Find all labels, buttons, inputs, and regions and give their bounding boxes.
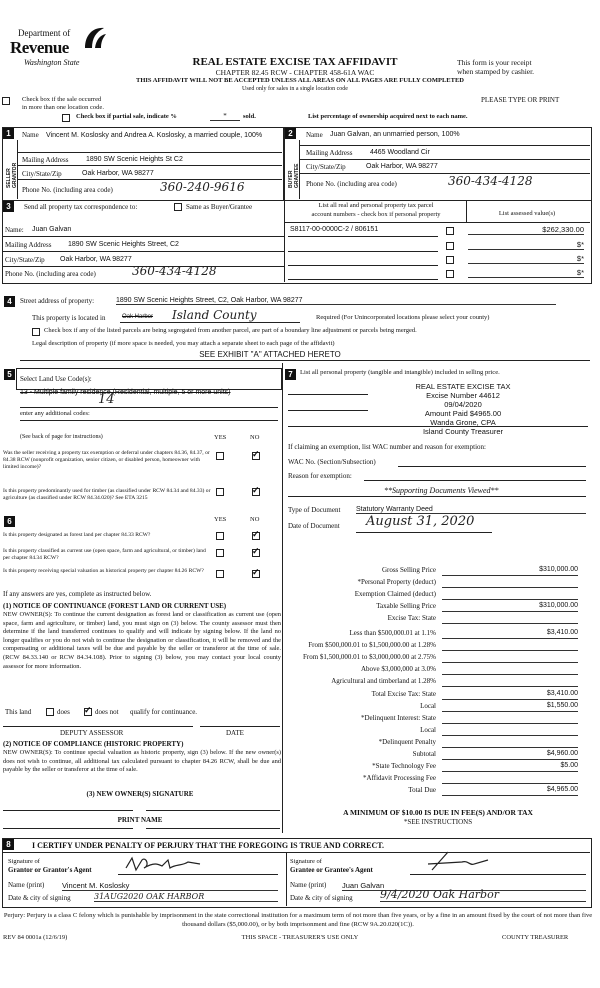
- land-does-label: does: [57, 708, 70, 716]
- fee-row: [284, 774, 584, 784]
- fee-row: [284, 702, 584, 712]
- fee-value[interactable]: $3,410.00: [442, 690, 578, 700]
- partial-sale-label: Check box if partial sale, indicate %: [76, 113, 177, 120]
- reason-label: Reason for exemption:: [288, 472, 352, 480]
- seller-side-label: SELLER GRANTOR: [6, 162, 18, 188]
- fee-label: *Delinquent Penalty: [378, 738, 436, 746]
- footer-treasurer-space: THIS SPACE - TREASURER'S USE ONLY: [241, 934, 359, 941]
- assessor-date-label: DATE: [226, 729, 244, 737]
- parcel-header-2: account numbers - check box if personal property: [311, 211, 441, 218]
- fee-label: *State Technology Fee: [372, 762, 436, 770]
- fee-label: *Affidavit Processing Fee: [363, 774, 436, 782]
- seller-city-value[interactable]: Oak Harbor, WA 98277: [82, 170, 154, 177]
- parcel-3-personal-checkbox[interactable]: [446, 256, 454, 264]
- seller-name-label: Name: [22, 131, 39, 139]
- parcel-1-personal-checkbox[interactable]: [446, 227, 454, 235]
- dor-logo: [10, 14, 110, 66]
- seller-city-label: City/State/Zip: [22, 170, 62, 178]
- land-use-label: Select Land Use Code(s):: [20, 375, 92, 383]
- legal-value[interactable]: SEE EXHIBIT "A" ATTACHED HERETO: [199, 350, 341, 359]
- section-6-q3: Is this property receiving special valuation as historical property per chapter 84.26 RCW?: [3, 568, 204, 574]
- fee-label: Local: [420, 702, 436, 710]
- partial-sale-value[interactable]: *: [210, 112, 240, 121]
- street-value[interactable]: 1890 SW Scenic Heights Street, C2, Oak Harbor, WA 98277: [116, 297, 556, 305]
- section-5-q1: Was the seller receiving a property tax exemption or deferral under chapters 84.36, 84.37, or 84.38 RCW (nonprofit organization, senior citizen, or disabled person, homeowner with limited income)?: [3, 450, 210, 470]
- section-6-q1-yes[interactable]: [216, 532, 224, 540]
- located-value[interactable]: Island County: [172, 308, 257, 322]
- assessed-header: List assessed value(s): [498, 210, 556, 217]
- fee-value[interactable]: $5.00: [442, 762, 578, 772]
- buyer-name-value[interactable]: Juan Galvan, an unmarried person, 100%: [330, 131, 460, 138]
- fee-value[interactable]: [442, 641, 578, 651]
- fee-value[interactable]: $3,410.00: [442, 629, 578, 639]
- fee-row: [284, 566, 584, 576]
- dept-line2: Revenue: [10, 38, 69, 57]
- fee-label: Total Due: [408, 786, 436, 794]
- buyer-mailing-value[interactable]: 4465 Woodland Cir: [370, 149, 430, 156]
- see-back-note: (See back of page for instructions): [20, 434, 103, 440]
- land-does-not-label: does not: [95, 708, 119, 716]
- fee-row: [284, 590, 584, 600]
- fee-label: From $500,000.01 to $1,500,000.00 at 1.28%: [308, 641, 436, 649]
- stamp-line-6: Island County Treasurer: [422, 427, 504, 436]
- fee-value[interactable]: [442, 714, 578, 724]
- fee-row: [284, 690, 584, 700]
- grantee-signature[interactable]: [418, 850, 498, 876]
- section-5-q1-no[interactable]: [252, 452, 260, 460]
- buyer-phone-label: Phone No. (including area code): [306, 180, 397, 188]
- seller-name-value[interactable]: Vincent M. Koslosky and Andrea A. Koslosky, a married couple, 100%: [46, 132, 263, 139]
- ownership-note: List percentage of ownership acquired next to each name.: [308, 113, 468, 120]
- stamp-line-5: Wanda Grone, CPA: [430, 418, 496, 427]
- grantee-date-value[interactable]: 9/4/2020 Oak Harbor: [380, 888, 586, 902]
- buyer-side-label: BUYER GRANTEE: [288, 163, 300, 188]
- fee-label: Taxable Selling Price: [376, 602, 436, 610]
- section-1-number: 1: [3, 128, 14, 139]
- multi-location-label-1: Check box if the sale occurred: [22, 96, 102, 103]
- buyer-phone-value[interactable]: 360-434-4128: [448, 174, 533, 188]
- stamp-line-3: 09/04/2020: [444, 400, 482, 409]
- fee-label: Local: [420, 726, 436, 734]
- fee-row: [284, 762, 584, 772]
- section-5-yes-header: YES: [214, 434, 227, 441]
- personal-property-label: List all personal property (tangible and intangible) included in selling price.: [300, 369, 500, 376]
- grantee-sig-label-1: Signature of: [290, 858, 322, 865]
- land-use-value[interactable]: 13 - Multiple family residence (Residential, multiple, 5 or more units): [20, 389, 231, 396]
- this-land-label: This land: [5, 708, 32, 716]
- fee-label: Agricultural and timberland at 1.28%: [331, 677, 436, 685]
- seller-mailing-value[interactable]: 1890 SW Scenic Heights St C2: [86, 156, 183, 163]
- corr-name-value[interactable]: Juan Galvan: [32, 226, 72, 233]
- assessed-1[interactable]: $262,330.00: [468, 225, 584, 235]
- fee-row: [284, 578, 584, 588]
- fee-label: *Personal Property (deduct): [357, 578, 436, 586]
- please-type: PLEASE TYPE OR PRINT: [481, 96, 560, 104]
- fee-value[interactable]: [442, 614, 578, 624]
- exemption-claim-label: If claiming an exemption, list WAC number and reason for exemption:: [288, 443, 486, 451]
- print-name-label: PRINT NAME: [117, 816, 163, 824]
- multi-location-label-2: in more than one location code.: [22, 104, 104, 111]
- corr-city-label: City/State/Zip: [5, 256, 45, 264]
- section-6-number: 6: [4, 516, 15, 527]
- wac-label: WAC No. (Section/Subsection): [288, 458, 376, 466]
- buyer-mailing-label: Mailing Address: [306, 149, 353, 157]
- fee-value[interactable]: $1,550.00: [442, 702, 578, 712]
- corr-name-label: Name:: [5, 226, 24, 234]
- fee-label: Subtotal: [412, 750, 436, 758]
- buyer-city-value[interactable]: Oak Harbor, WA 98277: [366, 163, 438, 170]
- fee-value[interactable]: $310,000.00: [442, 602, 578, 612]
- grantor-sig-label-1: Signature of: [8, 858, 40, 865]
- fee-label: Excise Tax: State: [387, 614, 436, 622]
- grantor-date-value[interactable]: 31AUG2020 OAK HARBOR: [94, 892, 278, 902]
- section-6-q3-no[interactable]: [252, 570, 260, 578]
- fee-value[interactable]: [442, 665, 578, 675]
- form-used-only: Used only for sales in a single location code: [242, 86, 348, 92]
- multi-location-checkbox[interactable]: [2, 97, 10, 105]
- grantee-date-label: Date & city of signing: [290, 894, 353, 902]
- grantor-sig-label-2: Grantor or Grantor's Agent: [8, 866, 92, 874]
- fee-row: [284, 738, 584, 748]
- if-yes-note: If any answers are yes, complete as instructed below.: [3, 590, 152, 598]
- footer-county-treasurer: COUNTY TREASURER: [502, 934, 569, 941]
- fee-value[interactable]: [442, 590, 578, 600]
- section-5-q2: Is this property predominantly used for timber (as classified under RCW 84.34 and 84.33) or agriculture (as classified under RCW 84.34.020)? See ETA 3215: [3, 488, 211, 501]
- section-5-number: 5: [4, 369, 15, 380]
- supporting-docs-note: **Supporting Documents Viewed**: [384, 486, 499, 495]
- required-note: Required (For Unincorporated locations please select your county): [316, 314, 490, 321]
- located-struck: Oak Harbor: [122, 314, 154, 320]
- grantor-signature[interactable]: [124, 854, 204, 876]
- stamp-line-1: REAL ESTATE EXCISE TAX: [415, 382, 511, 391]
- fee-label: *Delinquent Interest: State: [360, 714, 436, 722]
- new-owner-sig-label: (3) NEW OWNER(S) SIGNATURE: [86, 790, 194, 798]
- section-6-q3-yes[interactable]: [216, 570, 224, 578]
- corr-phone-label: Phone No. (including area code): [5, 270, 96, 278]
- segregated-note: Check box if any of the listed parcels are being segregated from another parcel, are part of a boundary line adjustment or parcels being merged.: [44, 327, 417, 334]
- assessed-4[interactable]: $*: [468, 268, 584, 278]
- qualify-label: qualify for continuance.: [130, 708, 198, 716]
- receipt-note-2: when stamped by cashier.: [457, 67, 535, 76]
- fee-label: Above $3,000,000 at 3.0%: [360, 665, 436, 673]
- grantee-name-label: Name (print): [290, 881, 327, 889]
- same-as-buyer-checkbox[interactable]: [174, 203, 182, 211]
- certify-text: I CERTIFY UNDER PENALTY OF PERJURY THAT THE FOREGOING IS TRUE AND CORRECT.: [32, 841, 385, 850]
- deputy-assessor-label: DEPUTY ASSESSOR: [60, 729, 124, 737]
- fee-label: Gross Selling Price: [381, 566, 436, 574]
- doc-type-label: Type of Document: [288, 506, 341, 514]
- fee-value[interactable]: [442, 677, 578, 687]
- same-as-buyer-label: Same as Buyer/Grantee: [186, 203, 253, 211]
- form-warning: THIS AFFIDAVIT WILL NOT BE ACCEPTED UNLESS ALL AREAS ON ALL PAGES ARE FULLY COMPLETED: [136, 77, 464, 84]
- parcel-1[interactable]: S8117-00-0000C-2 / 806151: [290, 226, 379, 233]
- stamp-line-2: Excise Number 44612: [426, 391, 500, 400]
- notice-1-body: NEW OWNER(S): To continue the current designation as forest land or classification as current use (open space, farm and agriculture, or timber) land, you must sign on (3) below. The county assessor must then determine if the land transferred continues to qualify and will indicate by signing below. If the land no longer qualifies or you do not wish to continue the designation or classification, it will be removed and the compensating or additional taxes will be due and payable by the seller or transferor at the time of sale. (RCW 84.33.140 or RCW 84.34.108). Prior to signing (3) below, you may contact your local county assessor for more information.: [3, 611, 281, 670]
- corr-mailing-value[interactable]: 1890 SW Scenic Heights Street, C2: [68, 241, 179, 248]
- section-4-number: 4: [4, 296, 15, 307]
- legal-note: Legal description of property (if more space is needed, you may attach a separate sheet to each page of the affidavit): [32, 340, 335, 347]
- receipt-note-1: This form is your receipt: [457, 58, 532, 67]
- section-5-q2-yes[interactable]: [216, 488, 224, 496]
- grantee-name-value[interactable]: Juan Galvan: [342, 881, 586, 891]
- notice-2-title: (2) NOTICE OF COMPLIANCE (HISTORIC PROPERTY): [3, 740, 184, 748]
- buyer-name-label: Name: [306, 131, 323, 139]
- section-7-number: 7: [285, 369, 296, 380]
- assessed-2[interactable]: $*: [468, 240, 584, 250]
- doc-type-value[interactable]: Statutory Warranty Deed: [356, 506, 586, 514]
- section-6-q2: Is this property classified as current use (open space, farm and agricultural, or timber) land per chapter 84.34 RCW?: [3, 548, 206, 561]
- grantor-date-label: Date & city of signing: [8, 894, 71, 902]
- fee-label: From $1,500,000.01 to $3,000,000.00 at 2.75%: [303, 653, 436, 661]
- fee-row: [284, 653, 584, 663]
- fee-value[interactable]: $310,000.00: [442, 566, 578, 576]
- fee-row: [284, 786, 584, 796]
- perjury-text: Perjury: Perjury is a class C felony which is punishable by imprisonment in the state correctional institution for a maximum term of not more than five years, or by a fine in an amount fixed by the court of not more than five thousand dollars ($5,000.00), or by both imprisonment and fine (RCW 9A.20.020(1C)).: [3, 912, 593, 928]
- fee-value[interactable]: [442, 653, 578, 663]
- section-6-q2-no[interactable]: [252, 549, 260, 557]
- fee-label: Total Excise Tax: State: [371, 690, 436, 698]
- grantee-sig-label-2: Grantee or Grantee's Agent: [290, 866, 373, 874]
- segregated-checkbox[interactable]: [32, 328, 40, 336]
- corr-mailing-label: Mailing Address: [5, 241, 52, 249]
- fee-row: [284, 641, 584, 651]
- partial-sale-sold: sold.: [243, 113, 256, 120]
- doc-date-label: Date of Document: [288, 522, 340, 530]
- section-6-yes-header: YES: [214, 516, 227, 523]
- parcel-4-personal-checkbox[interactable]: [446, 270, 454, 278]
- notice-1-title: (1) NOTICE OF CONTINUANCE (FOREST LAND OR CURRENT USE): [3, 602, 227, 610]
- doc-date-value[interactable]: August 31, 2020: [366, 514, 475, 529]
- grantor-name-value[interactable]: Vincent M. Koslosky: [62, 881, 278, 891]
- seller-phone-label: Phone No. (including area code): [22, 186, 113, 194]
- footer-rev: REV 84 0001a (12/6/19): [3, 934, 68, 941]
- partial-sale-checkbox[interactable]: [62, 114, 70, 122]
- seller-phone-value[interactable]: 360-240-9616: [160, 180, 245, 194]
- grantor-name-label: Name (print): [8, 881, 45, 889]
- fee-row: [284, 602, 584, 612]
- fee-value[interactable]: [442, 726, 578, 736]
- fee-label: Exemption Claimed (deduct): [354, 590, 436, 598]
- additional-codes-label: enter any additional codes:: [20, 410, 90, 417]
- section-6-no-header: NO: [250, 516, 260, 523]
- fee-row: [284, 677, 584, 687]
- land-does-checkbox[interactable]: [46, 708, 54, 716]
- fee-label: Less than $500,000.01 at 1.1%: [349, 629, 436, 637]
- form-chapter: CHAPTER 82.45 RCW - CHAPTER 458-61A WAC: [215, 68, 375, 77]
- fee-value[interactable]: $4,960.00: [442, 750, 578, 760]
- fee-row: [284, 665, 584, 675]
- section-6-q1: Is this property designated as forest land per chapter 84.33 RCW?: [3, 532, 151, 538]
- fee-row: [284, 614, 584, 624]
- section-8-number: 8: [3, 839, 14, 850]
- parcel-2-personal-checkbox[interactable]: [446, 242, 454, 250]
- fee-value[interactable]: $4,965.00: [442, 786, 578, 796]
- corr-phone-value[interactable]: 360-434-4128: [132, 264, 217, 278]
- section-5-q2-no[interactable]: [252, 488, 260, 496]
- fee-row: [284, 750, 584, 760]
- section-6-q1-no[interactable]: [252, 532, 260, 540]
- notice-2-body: NEW OWNER(S): To continue special valuation as historic property, sign (3) below. If the new owner(s) does not wish to continue, all additional tax calculated pursuant to chapter 84.26 RCW, shall be due and payable by the seller or transferor at the time of sale.: [3, 749, 281, 774]
- form-title: REAL ESTATE EXCISE TAX AFFIDAVIT: [192, 56, 398, 68]
- buyer-city-label: City/State/Zip: [306, 163, 346, 171]
- stamp-line-4: Amount Paid $4965.00: [424, 409, 502, 418]
- excise-stamp: [380, 382, 546, 436]
- section-3-number: 3: [3, 201, 14, 212]
- dor-logo-icon: [82, 24, 108, 52]
- fee-value[interactable]: [442, 738, 578, 748]
- min-fee-note: A MINIMUM OF $10.00 IS DUE IN FEE(S) AND/OR TAX: [343, 808, 533, 817]
- dept-line1: Department of: [18, 28, 71, 38]
- parcel-header-1: List all real and personal property tax parcel: [318, 202, 434, 209]
- see-instructions: *SEE INSTRUCTIONS: [403, 818, 473, 826]
- fee-value[interactable]: [442, 578, 578, 588]
- fee-row: [284, 714, 584, 724]
- land-use-handwritten[interactable]: 14: [98, 392, 115, 407]
- fee-row: [284, 726, 584, 736]
- land-does-not-checkbox[interactable]: [84, 708, 92, 716]
- send-correspondence-label: Send all property tax correspondence to:: [24, 203, 138, 211]
- assessed-3[interactable]: $*: [468, 254, 584, 264]
- corr-city-value[interactable]: Oak Harbor, WA 98277: [60, 256, 132, 263]
- street-label: Street address of property:: [20, 297, 95, 305]
- section-6-q2-yes[interactable]: [216, 549, 224, 557]
- section-5-no-header: NO: [250, 434, 260, 441]
- seller-mailing-label: Mailing Address: [22, 156, 69, 164]
- section-2-number: 2: [285, 128, 296, 139]
- fee-row: [284, 629, 584, 639]
- section-5-q1-yes[interactable]: [216, 452, 224, 460]
- located-label: This property is located in: [32, 314, 106, 322]
- fee-value[interactable]: [442, 774, 578, 784]
- dept-line3: Washington State: [24, 58, 80, 67]
